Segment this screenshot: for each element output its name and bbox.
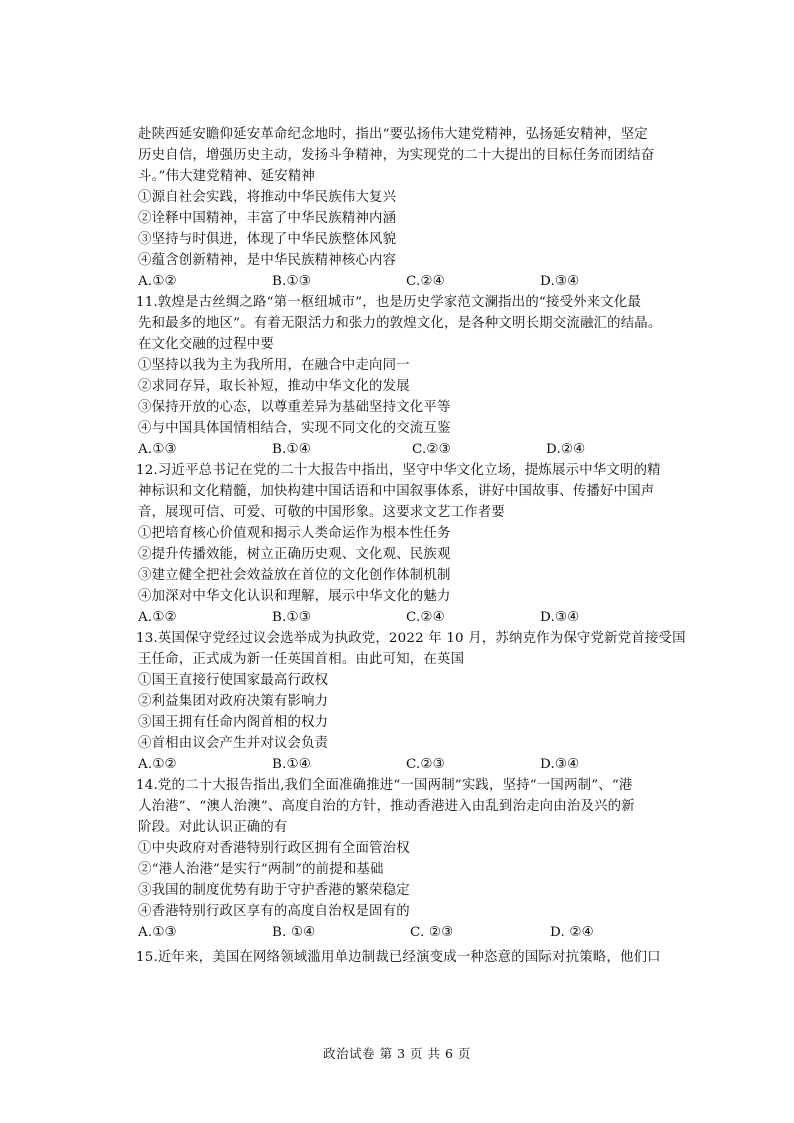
q11-stem-line-2: 先和最多的地区”。有着无限活力和张力的敦煌文化，是各种文明长期交流融汇的结晶。 <box>138 316 662 331</box>
question-14 <box>138 775 678 943</box>
q14-stem-line-3: 阶段。对此认识正确的有 <box>138 820 288 835</box>
page-footer: 政治试卷 第 3 页 共 6 页 <box>323 1046 471 1061</box>
q13-options <box>138 754 678 775</box>
q14-item-2: ②“港人治港”是实行“两制”的前提和基础 <box>138 862 384 877</box>
q11-item-3: ③保持开放的心态，以尊重差异为基础坚持文化平等 <box>138 400 451 415</box>
q14-option-d: D. ②④ <box>550 925 594 940</box>
q11-stem-line-1: 11.敦煌是古丝绸之路“第一枢纽城市”，也是历史学家范文澜指出的“接受外来文化最 <box>136 295 642 310</box>
q11-stem-line-3: 在文化交融的过程中要 <box>138 337 274 352</box>
q13-stem-line-2: 王任命，正式成为新一任英国首相。由此可知，在英国 <box>138 652 465 667</box>
q12-stem-line-2: 神标识和文化精髓，加快构建中国话语和中国叙事体系，讲好中国故事、传播好中国声 <box>138 484 655 499</box>
q14-option-c: C. ②③ <box>410 925 454 940</box>
q11-option-b: B.①④ <box>272 442 311 457</box>
q11-options <box>138 439 678 460</box>
q11-option-d: D.②④ <box>546 442 586 457</box>
q10-option-c: C.②④ <box>406 274 445 289</box>
q13-stem-line-1: 13.英国保守党经过议会选举成为执政党，2022 年 10 月，苏纳克作为保守党新党首接受国 <box>136 631 686 646</box>
q12-option-c: C.②④ <box>406 610 445 625</box>
q12-option-b: B.①③ <box>272 610 311 625</box>
question-content <box>136 124 686 968</box>
q11-item-4: ④与中国具体国情相结合，实现不同文化的交流互鉴 <box>138 421 451 436</box>
q11-item-1: ①坚持以我为主为我所用，在融合中走向同一 <box>138 358 410 373</box>
q14-stem-line-1: 14.党的二十大报告指出,我们全面准确推进“一国两制”实践，坚持“一国两制”、“港 <box>136 778 633 793</box>
q10-item-3: ③坚持与时俱进，体现了中华民族整体风貌 <box>138 232 397 247</box>
q13-option-a: A.①② <box>138 757 177 772</box>
q13-option-b: B.①④ <box>272 757 311 772</box>
question-13 <box>136 628 686 775</box>
q13-item-3: ③国王拥有任命内阁首相的权力 <box>138 715 329 730</box>
q14-stem-line-2: 人治港”、“澳人治澳”、高度自治的方针，推动香港进入由乱到治走向由治及兴的新 <box>138 799 635 814</box>
q12-item-2: ②提升传播效能，树立正确历史观、文化观、民族观 <box>138 547 451 562</box>
q13-option-d: D.③④ <box>540 757 580 772</box>
q10-stem-line-3: 斗。”伟大建党精神、延安精神 <box>138 169 316 184</box>
q10-option-b: B.①③ <box>272 274 311 289</box>
q12-stem-line-1: 12.习近平总书记在党的二十大报告中指出，坚守中华文化立场，提炼展示中华文明的精 <box>136 463 661 478</box>
q12-options <box>138 607 678 628</box>
q14-option-b: B. ①④ <box>272 925 316 940</box>
q12-item-3: ③建立健全把社会效益放在首位的文化创作体制机制 <box>138 568 451 583</box>
q13-item-1: ①国王直接行使国家最高行政权 <box>138 673 329 688</box>
q10-options <box>138 271 678 292</box>
q12-item-1: ①把培育核心价值观和揭示人类命运作为根本性任务 <box>138 526 451 541</box>
q14-item-1: ①中央政府对香港特别行政区拥有全面管治权 <box>138 841 410 856</box>
q12-option-a: A.①② <box>138 610 177 625</box>
q10-item-4: ④蕴含创新精神，是中华民族精神核心内容 <box>138 253 397 268</box>
q10-item-2: ②诠释中国精神，丰富了中华民族精神内涵 <box>138 211 397 226</box>
q14-item-3: ③我国的制度优势有助于守护香港的繁荣稳定 <box>138 883 410 898</box>
q10-stem-line-2: 历史自信，增强历史主动，发扬斗争精神，为实现党的二十大提出的目标任务而团结奋 <box>138 148 655 163</box>
q11-item-2: ②求同存异，取长补短，推动中华文化的发展 <box>138 379 410 394</box>
question-10 <box>138 124 678 292</box>
q12-option-d: D.③④ <box>540 610 580 625</box>
q10-item-1: ①源自社会实践，将推动中华民族伟大复兴 <box>138 190 397 205</box>
q13-item-4: ④首相由议会产生并对议会负责 <box>138 736 329 751</box>
q12-item-4: ④加深对中华文化认识和理解，展示中华文化的魅力 <box>138 589 451 604</box>
q14-options <box>138 922 678 943</box>
q15-stem-line-1: 15.近年来，美国在网络领域滥用单边制裁已经演变成一种恣意的国际对抗策略，他们口 <box>136 950 661 965</box>
q14-option-a: A.①③ <box>138 925 177 940</box>
q14-item-4: ④香港特别行政区享有的高度自治权是固有的 <box>138 904 410 919</box>
q10-stem-line-1: 赴陕西延安瞻仰延安革命纪念地时，指出“要弘扬伟大建党精神，弘扬延安精神，坚定 <box>138 127 648 142</box>
q11-option-a: A.①③ <box>138 442 177 457</box>
q11-option-c: C.②③ <box>412 442 451 457</box>
q10-option-d: D.③④ <box>540 274 580 289</box>
q12-stem-line-3: 音，展现可信、可爱、可敬的中国形象。这要求文艺工作者要 <box>138 505 505 520</box>
q13-option-c: C.②③ <box>406 757 445 772</box>
question-15 <box>138 947 678 968</box>
question-11 <box>138 292 678 460</box>
q10-option-a: A.①② <box>138 274 177 289</box>
q13-item-2: ②利益集团对政府决策有影响力 <box>138 694 329 709</box>
question-12 <box>138 460 678 628</box>
